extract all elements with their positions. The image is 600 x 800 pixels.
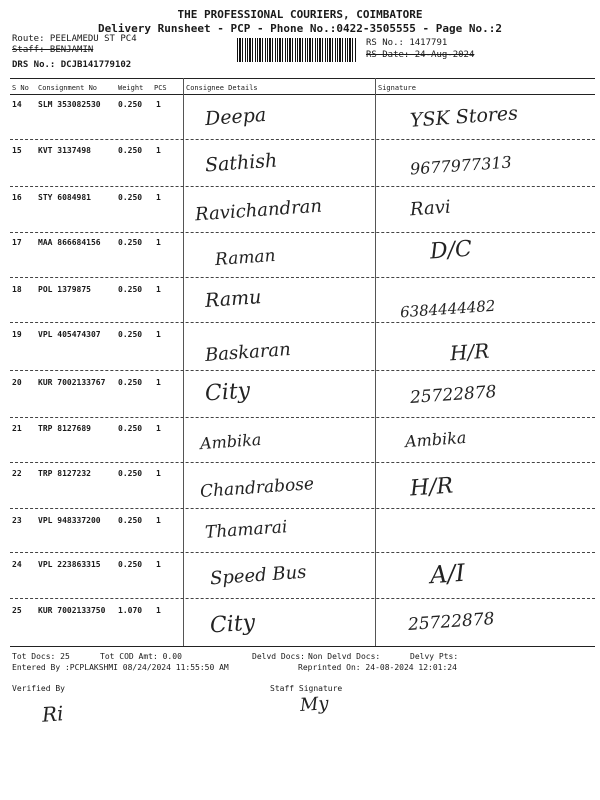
row-divider	[10, 277, 595, 278]
footer-tot-docs: Tot Docs: 25	[12, 652, 70, 661]
footer-entered-by: Entered By :PCPLAKSHMI 08/24/2024 11:55:50 AM	[12, 663, 229, 672]
row-divider	[10, 370, 595, 371]
row-divider	[10, 462, 595, 463]
table-bottom-rule	[10, 646, 595, 647]
column-divider-signature	[375, 78, 376, 646]
barcode	[237, 38, 357, 62]
footer-non-delvd-docs: Non Delvd Docs:	[308, 652, 381, 661]
footer-tot-cod: Tot COD Amt: 0.00	[100, 652, 182, 661]
table-header-rule	[10, 94, 595, 95]
rs-date: RS Date: 24-Aug-2024	[366, 50, 475, 60]
staff-mark: My	[299, 693, 330, 716]
column-header-signature: Signature	[378, 84, 416, 92]
row-divider	[10, 508, 595, 509]
footer-reprinted: Reprinted On: 24-08-2024 12:01:24	[298, 663, 457, 672]
verified-by-label: Verified By	[12, 684, 65, 693]
column-header-weight: Weight	[118, 84, 144, 92]
footer-delvy-pts: Delvy Pts:	[410, 652, 459, 661]
verified-mark: Ri	[41, 701, 65, 727]
route-label: Route: PEELAMEDU ST PC4	[12, 34, 137, 44]
company-title: THE PROFESSIONAL COURIERS, COIMBATORE	[177, 8, 423, 21]
column-header-pcs: PCS	[154, 84, 167, 92]
row-divider	[10, 322, 595, 323]
staff-label: Staff: BENJAMIN	[12, 45, 94, 55]
row-divider	[10, 417, 595, 418]
row-divider	[10, 232, 595, 233]
footer-delvd-docs: Delvd Docs:	[252, 652, 305, 661]
drs-number: DRS No.: DCJB141779102	[12, 60, 132, 70]
rs-number: RS No.: 1417791	[366, 38, 448, 48]
column-divider-consignee	[183, 78, 184, 646]
runsheet-subtitle: Delivery Runsheet - PCP - Phone No.:0422-3505555 - Page No.:2	[98, 22, 502, 35]
row-divider	[10, 139, 595, 140]
column-header-sno: S No	[12, 84, 29, 92]
column-header-consignment: Consignment No	[38, 84, 98, 92]
staff-signature-label: Staff Signature	[270, 684, 343, 693]
row-divider	[10, 186, 595, 187]
row-divider	[10, 598, 595, 599]
column-header-consignee: Consignee Details	[186, 84, 258, 92]
row-divider	[10, 552, 595, 553]
table-top-rule	[10, 78, 595, 79]
